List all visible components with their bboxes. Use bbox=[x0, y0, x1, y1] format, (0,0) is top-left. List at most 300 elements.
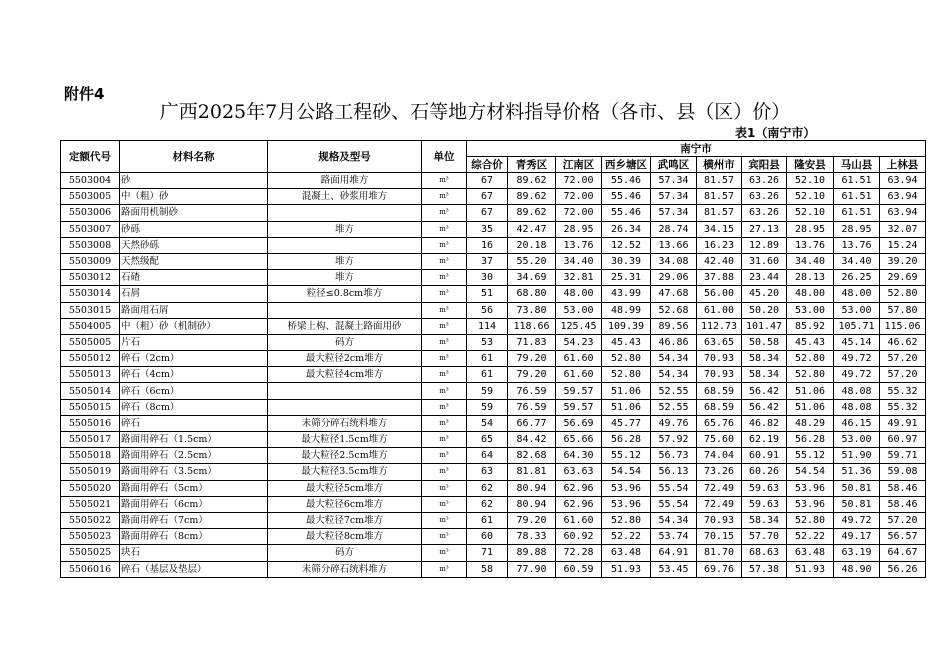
price-cell: 72.49 bbox=[697, 480, 742, 496]
price-cell: 79.20 bbox=[508, 351, 556, 367]
price-cell: 63.19 bbox=[834, 545, 880, 561]
price-cell: 52.55 bbox=[651, 399, 697, 415]
table-row bbox=[61, 512, 926, 528]
material-unit: m³ bbox=[422, 383, 467, 399]
price-cell: 56.42 bbox=[742, 399, 787, 415]
price-cell: 76.59 bbox=[508, 383, 556, 399]
material-unit: m³ bbox=[422, 399, 467, 415]
price-cell: 53.00 bbox=[787, 302, 834, 318]
price-cell: 49.72 bbox=[834, 512, 880, 528]
price-cell: 59.63 bbox=[742, 480, 787, 496]
material-spec: 最大粒径2.5cm堆方 bbox=[268, 448, 422, 464]
price-cell: 85.92 bbox=[787, 318, 834, 334]
price-cell: 64.30 bbox=[556, 448, 602, 464]
material-spec: 未筛分碎石统料堆方 bbox=[268, 415, 422, 431]
material-unit: m³ bbox=[422, 286, 467, 302]
price-cell: 53.74 bbox=[651, 529, 697, 545]
material-spec bbox=[268, 383, 422, 399]
material-spec: 最大粒径8cm堆方 bbox=[268, 529, 422, 545]
price-cell: 51 bbox=[467, 286, 508, 302]
price-cell: 23.44 bbox=[742, 270, 787, 286]
table-row bbox=[61, 205, 926, 221]
price-cell: 42.47 bbox=[508, 221, 556, 237]
price-cell: 52.55 bbox=[651, 383, 697, 399]
material-unit: m³ bbox=[422, 529, 467, 545]
price-cell: 28.13 bbox=[787, 270, 834, 286]
price-cell: 55.32 bbox=[880, 399, 926, 415]
material-code: 5505021 bbox=[61, 496, 120, 512]
header-col-9: 上林县 bbox=[880, 157, 926, 173]
header-col-3: 西乡塘区 bbox=[602, 157, 651, 173]
price-cell: 52.10 bbox=[787, 173, 834, 189]
price-cell: 89.88 bbox=[508, 545, 556, 561]
price-cell: 59 bbox=[467, 383, 508, 399]
table-row bbox=[61, 286, 926, 302]
price-cell: 55.54 bbox=[651, 480, 697, 496]
material-unit: m³ bbox=[422, 512, 467, 528]
price-cell: 54.23 bbox=[556, 334, 602, 350]
price-cell: 28.95 bbox=[834, 221, 880, 237]
price-cell: 34.40 bbox=[787, 253, 834, 269]
price-cell: 50.20 bbox=[742, 302, 787, 318]
material-spec: 最大粒径5cm堆方 bbox=[268, 480, 422, 496]
material-name: 碎石（8cm） bbox=[120, 399, 268, 415]
price-cell: 13.76 bbox=[556, 237, 602, 253]
price-cell: 57.92 bbox=[651, 432, 697, 448]
price-cell: 52.68 bbox=[651, 302, 697, 318]
price-cell: 80.94 bbox=[508, 480, 556, 496]
table-row bbox=[61, 496, 926, 512]
price-cell: 12.52 bbox=[602, 237, 651, 253]
price-cell: 48.00 bbox=[787, 286, 834, 302]
material-name: 石屑 bbox=[120, 286, 268, 302]
material-code: 5505016 bbox=[61, 415, 120, 431]
material-name: 中（粗）砂 bbox=[120, 189, 268, 205]
material-name: 砂 bbox=[120, 173, 268, 189]
price-cell: 34.69 bbox=[508, 270, 556, 286]
price-cell: 53.45 bbox=[651, 561, 697, 577]
price-cell: 63.48 bbox=[787, 545, 834, 561]
material-name: 块石 bbox=[120, 545, 268, 561]
price-cell: 66.77 bbox=[508, 415, 556, 431]
header-col-0: 综合价 bbox=[467, 157, 508, 173]
price-cell: 61 bbox=[467, 351, 508, 367]
material-code: 5505012 bbox=[61, 351, 120, 367]
price-cell: 62.96 bbox=[556, 480, 602, 496]
price-cell: 53.96 bbox=[787, 480, 834, 496]
price-cell: 54.34 bbox=[651, 351, 697, 367]
material-spec: 混凝土、砂浆用堆方 bbox=[268, 189, 422, 205]
material-name: 碎石（6cm） bbox=[120, 383, 268, 399]
price-cell: 51.06 bbox=[602, 399, 651, 415]
price-cell: 68.80 bbox=[508, 286, 556, 302]
price-cell: 73.26 bbox=[697, 464, 742, 480]
price-cell: 30.39 bbox=[602, 253, 651, 269]
price-cell: 46.62 bbox=[880, 334, 926, 350]
header-col-4: 武鸣区 bbox=[651, 157, 697, 173]
price-cell: 35 bbox=[467, 221, 508, 237]
material-spec: 路面用堆方 bbox=[268, 173, 422, 189]
price-cell: 70.15 bbox=[697, 529, 742, 545]
price-cell: 63.94 bbox=[880, 173, 926, 189]
price-cell: 63.48 bbox=[602, 545, 651, 561]
price-cell: 28.95 bbox=[787, 221, 834, 237]
header-code: 定额代号 bbox=[61, 141, 120, 173]
price-cell: 62 bbox=[467, 496, 508, 512]
price-cell: 55.46 bbox=[602, 173, 651, 189]
price-cell: 62.19 bbox=[742, 432, 787, 448]
price-cell: 101.47 bbox=[742, 318, 787, 334]
material-name: 路面用碎石（6cm） bbox=[120, 496, 268, 512]
price-cell: 32.07 bbox=[880, 221, 926, 237]
price-cell: 61.60 bbox=[556, 351, 602, 367]
table-row bbox=[61, 253, 926, 269]
material-spec: 堆方 bbox=[268, 253, 422, 269]
price-cell: 56.28 bbox=[787, 432, 834, 448]
price-cell: 49.72 bbox=[834, 367, 880, 383]
price-cell: 68.59 bbox=[697, 399, 742, 415]
price-cell: 57.38 bbox=[742, 561, 787, 577]
price-cell: 70.93 bbox=[697, 351, 742, 367]
material-name: 中（粗）砂（机制砂） bbox=[120, 318, 268, 334]
material-code: 5503008 bbox=[61, 237, 120, 253]
price-cell: 48.00 bbox=[556, 286, 602, 302]
price-cell: 46.82 bbox=[742, 415, 787, 431]
price-cell: 67 bbox=[467, 205, 508, 221]
price-cell: 29.06 bbox=[651, 270, 697, 286]
material-name: 路面用碎石（8cm） bbox=[120, 529, 268, 545]
price-cell: 31.60 bbox=[742, 253, 787, 269]
price-cell: 59.08 bbox=[880, 464, 926, 480]
material-spec: 堆方 bbox=[268, 221, 422, 237]
material-unit: m³ bbox=[422, 221, 467, 237]
price-cell: 49.76 bbox=[651, 415, 697, 431]
material-spec: 堆方 bbox=[268, 270, 422, 286]
material-spec: 最大粒径4cm堆方 bbox=[268, 367, 422, 383]
material-unit: m³ bbox=[422, 480, 467, 496]
price-cell: 15.24 bbox=[880, 237, 926, 253]
table-row bbox=[61, 415, 926, 431]
material-unit: m³ bbox=[422, 173, 467, 189]
price-cell: 56.13 bbox=[651, 464, 697, 480]
price-cell: 51.06 bbox=[787, 399, 834, 415]
price-cell: 56.69 bbox=[556, 415, 602, 431]
document-title: 广西2025年7月公路工程砂、石等地方材料指导价格（各市、县（区）价） bbox=[159, 101, 791, 123]
material-spec: 最大粒径6cm堆方 bbox=[268, 496, 422, 512]
price-cell: 45.43 bbox=[602, 334, 651, 350]
table-row bbox=[61, 529, 926, 545]
material-code: 5505025 bbox=[61, 545, 120, 561]
price-cell: 71.83 bbox=[508, 334, 556, 350]
price-cell: 43.99 bbox=[602, 286, 651, 302]
price-cell: 59.71 bbox=[880, 448, 926, 464]
price-cell: 47.68 bbox=[651, 286, 697, 302]
material-unit: m³ bbox=[422, 318, 467, 334]
price-cell: 70.93 bbox=[697, 512, 742, 528]
material-unit: m³ bbox=[422, 334, 467, 350]
header-city-group: 南宁市 bbox=[467, 141, 926, 157]
table-row bbox=[61, 189, 926, 205]
material-spec: 未筛分碎石统料堆方 bbox=[268, 561, 422, 577]
header-col-6: 宾阳县 bbox=[742, 157, 787, 173]
price-cell: 56 bbox=[467, 302, 508, 318]
table-row bbox=[61, 270, 926, 286]
price-cell: 69.76 bbox=[697, 561, 742, 577]
price-cell: 49.17 bbox=[834, 529, 880, 545]
price-cell: 57.70 bbox=[742, 529, 787, 545]
price-cell: 45.20 bbox=[742, 286, 787, 302]
table-row bbox=[61, 383, 926, 399]
table-row bbox=[61, 173, 926, 189]
material-unit: m³ bbox=[422, 351, 467, 367]
price-cell: 37 bbox=[467, 253, 508, 269]
price-cell: 52.80 bbox=[602, 351, 651, 367]
price-cell: 61.00 bbox=[697, 302, 742, 318]
price-cell: 62 bbox=[467, 480, 508, 496]
material-code: 5505014 bbox=[61, 383, 120, 399]
material-unit: m³ bbox=[422, 464, 467, 480]
material-name: 天然砂砾 bbox=[120, 237, 268, 253]
material-code: 5503004 bbox=[61, 173, 120, 189]
price-cell: 51.36 bbox=[834, 464, 880, 480]
price-cell: 61.51 bbox=[834, 189, 880, 205]
price-cell: 59.57 bbox=[556, 383, 602, 399]
material-spec bbox=[268, 302, 422, 318]
price-cell: 52.10 bbox=[787, 189, 834, 205]
price-cell: 28.74 bbox=[651, 221, 697, 237]
material-code: 5505019 bbox=[61, 464, 120, 480]
price-cell: 53.00 bbox=[834, 302, 880, 318]
material-code: 5503006 bbox=[61, 205, 120, 221]
price-cell: 78.33 bbox=[508, 529, 556, 545]
price-cell: 72.00 bbox=[556, 189, 602, 205]
table-row bbox=[61, 464, 926, 480]
material-unit: m³ bbox=[422, 189, 467, 205]
material-unit: m³ bbox=[422, 270, 467, 286]
price-cell: 71 bbox=[467, 545, 508, 561]
price-cell: 57.80 bbox=[880, 302, 926, 318]
price-cell: 29.69 bbox=[880, 270, 926, 286]
price-cell: 57.20 bbox=[880, 367, 926, 383]
price-cell: 39.20 bbox=[880, 253, 926, 269]
price-cell: 51.06 bbox=[787, 383, 834, 399]
material-name: 天然级配 bbox=[120, 253, 268, 269]
price-cell: 55.54 bbox=[651, 496, 697, 512]
price-cell: 55.12 bbox=[602, 448, 651, 464]
material-name: 路面用石屑 bbox=[120, 302, 268, 318]
price-cell: 72.00 bbox=[556, 205, 602, 221]
price-cell: 54.34 bbox=[651, 367, 697, 383]
material-unit: m³ bbox=[422, 253, 467, 269]
header-col-7: 隆安县 bbox=[787, 157, 834, 173]
header-col-1: 青秀区 bbox=[508, 157, 556, 173]
price-cell: 34.40 bbox=[834, 253, 880, 269]
price-cell: 51.93 bbox=[787, 561, 834, 577]
material-code: 5505017 bbox=[61, 432, 120, 448]
header-col-5: 横州市 bbox=[697, 157, 742, 173]
price-cell: 109.39 bbox=[602, 318, 651, 334]
price-cell: 58.34 bbox=[742, 367, 787, 383]
price-cell: 51.93 bbox=[602, 561, 651, 577]
price-cell: 55.32 bbox=[880, 383, 926, 399]
attachment-label: 附件4 bbox=[64, 85, 105, 103]
price-cell: 63.94 bbox=[880, 189, 926, 205]
price-cell: 89.62 bbox=[508, 173, 556, 189]
price-cell: 59 bbox=[467, 399, 508, 415]
material-spec: 粒径≤0.8cm堆方 bbox=[268, 286, 422, 302]
price-cell: 67 bbox=[467, 189, 508, 205]
price-cell: 57.20 bbox=[880, 512, 926, 528]
price-cell: 72.49 bbox=[697, 496, 742, 512]
price-cell: 25.31 bbox=[602, 270, 651, 286]
price-cell: 61.51 bbox=[834, 205, 880, 221]
price-cell: 89.62 bbox=[508, 189, 556, 205]
price-cell: 73.80 bbox=[508, 302, 556, 318]
price-cell: 58.34 bbox=[742, 351, 787, 367]
price-cell: 63.65 bbox=[697, 334, 742, 350]
price-cell: 54 bbox=[467, 415, 508, 431]
material-unit: m³ bbox=[422, 448, 467, 464]
price-cell: 65.76 bbox=[697, 415, 742, 431]
price-cell: 89.62 bbox=[508, 205, 556, 221]
price-cell: 48.00 bbox=[834, 286, 880, 302]
price-cell: 81.81 bbox=[508, 464, 556, 480]
price-cell: 58.46 bbox=[880, 480, 926, 496]
material-code: 5505013 bbox=[61, 367, 120, 383]
price-cell: 50.81 bbox=[834, 480, 880, 496]
price-cell: 26.25 bbox=[834, 270, 880, 286]
material-name: 碎石（4cm） bbox=[120, 367, 268, 383]
material-name: 路面用碎石（7cm） bbox=[120, 512, 268, 528]
price-cell: 70.93 bbox=[697, 367, 742, 383]
price-cell: 56.57 bbox=[880, 529, 926, 545]
material-unit: m³ bbox=[422, 545, 467, 561]
price-cell: 80.94 bbox=[508, 496, 556, 512]
material-name: 石碴 bbox=[120, 270, 268, 286]
table-row bbox=[61, 432, 926, 448]
material-unit: m³ bbox=[422, 561, 467, 577]
price-cell: 63.26 bbox=[742, 205, 787, 221]
material-spec: 码方 bbox=[268, 545, 422, 561]
price-cell: 60.97 bbox=[880, 432, 926, 448]
price-cell: 82.68 bbox=[508, 448, 556, 464]
price-cell: 57.34 bbox=[651, 173, 697, 189]
material-name: 碎石 bbox=[120, 415, 268, 431]
price-cell: 68.59 bbox=[697, 383, 742, 399]
material-code: 5503009 bbox=[61, 253, 120, 269]
price-cell: 26.34 bbox=[602, 221, 651, 237]
price-cell: 52.80 bbox=[787, 512, 834, 528]
material-name: 碎石（基层及垫层） bbox=[120, 561, 268, 577]
price-cell: 72.00 bbox=[556, 173, 602, 189]
price-cell: 61 bbox=[467, 512, 508, 528]
price-cell: 58.46 bbox=[880, 496, 926, 512]
table-row bbox=[61, 318, 926, 334]
material-code: 5505018 bbox=[61, 448, 120, 464]
material-code: 5505015 bbox=[61, 399, 120, 415]
material-unit: m³ bbox=[422, 415, 467, 431]
price-cell: 56.73 bbox=[651, 448, 697, 464]
material-spec bbox=[268, 399, 422, 415]
price-cell: 55.46 bbox=[602, 205, 651, 221]
price-cell: 48.99 bbox=[602, 302, 651, 318]
price-cell: 60.59 bbox=[556, 561, 602, 577]
price-cell: 118.66 bbox=[508, 318, 556, 334]
price-cell: 53.00 bbox=[834, 432, 880, 448]
price-cell: 52.80 bbox=[602, 367, 651, 383]
material-code: 5505005 bbox=[61, 334, 120, 350]
price-cell: 81.57 bbox=[697, 205, 742, 221]
price-cell: 64.67 bbox=[880, 545, 926, 561]
material-code: 5505020 bbox=[61, 480, 120, 496]
table-row bbox=[61, 334, 926, 350]
price-cell: 13.76 bbox=[834, 237, 880, 253]
price-cell: 63.94 bbox=[880, 205, 926, 221]
price-cell: 60 bbox=[467, 529, 508, 545]
header-name: 材料名称 bbox=[120, 141, 268, 173]
price-cell: 125.45 bbox=[556, 318, 602, 334]
table-row bbox=[61, 480, 926, 496]
material-name: 路面用碎石（2.5cm） bbox=[120, 448, 268, 464]
price-cell: 89.56 bbox=[651, 318, 697, 334]
price-cell: 54.54 bbox=[787, 464, 834, 480]
material-unit: m³ bbox=[422, 432, 467, 448]
material-code: 5503015 bbox=[61, 302, 120, 318]
material-name: 片石 bbox=[120, 334, 268, 350]
price-cell: 56.26 bbox=[880, 561, 926, 577]
price-cell: 61 bbox=[467, 367, 508, 383]
price-cell: 65 bbox=[467, 432, 508, 448]
price-cell: 52.80 bbox=[602, 512, 651, 528]
header-col-8: 马山县 bbox=[834, 157, 880, 173]
price-cell: 52.22 bbox=[602, 529, 651, 545]
price-cell: 60.91 bbox=[742, 448, 787, 464]
price-cell: 53 bbox=[467, 334, 508, 350]
material-code: 5503005 bbox=[61, 189, 120, 205]
price-cell: 79.20 bbox=[508, 367, 556, 383]
price-cell: 28.95 bbox=[556, 221, 602, 237]
price-cell: 61.51 bbox=[834, 173, 880, 189]
material-spec: 最大粒径2cm堆方 bbox=[268, 351, 422, 367]
price-cell: 51.06 bbox=[602, 383, 651, 399]
table-subtitle: 表1（南宁市） bbox=[735, 126, 816, 140]
price-cell: 53.96 bbox=[787, 496, 834, 512]
price-table bbox=[60, 140, 926, 578]
price-cell: 53.00 bbox=[556, 302, 602, 318]
price-cell: 72.28 bbox=[556, 545, 602, 561]
price-cell: 32.81 bbox=[556, 270, 602, 286]
price-cell: 67 bbox=[467, 173, 508, 189]
price-cell: 76.59 bbox=[508, 399, 556, 415]
price-cell: 65.66 bbox=[556, 432, 602, 448]
price-cell: 54.54 bbox=[602, 464, 651, 480]
price-cell: 81.57 bbox=[697, 173, 742, 189]
header-unit: 单位 bbox=[422, 141, 467, 173]
price-cell: 59.63 bbox=[742, 496, 787, 512]
price-cell: 60.26 bbox=[742, 464, 787, 480]
material-code: 5504005 bbox=[61, 318, 120, 334]
price-cell: 56.28 bbox=[602, 432, 651, 448]
table-row bbox=[61, 448, 926, 464]
price-cell: 59.57 bbox=[556, 399, 602, 415]
price-cell: 63.63 bbox=[556, 464, 602, 480]
price-cell: 46.86 bbox=[651, 334, 697, 350]
price-cell: 74.04 bbox=[697, 448, 742, 464]
material-name: 砂砾 bbox=[120, 221, 268, 237]
material-code: 5503012 bbox=[61, 270, 120, 286]
price-cell: 12.89 bbox=[742, 237, 787, 253]
price-cell: 75.60 bbox=[697, 432, 742, 448]
